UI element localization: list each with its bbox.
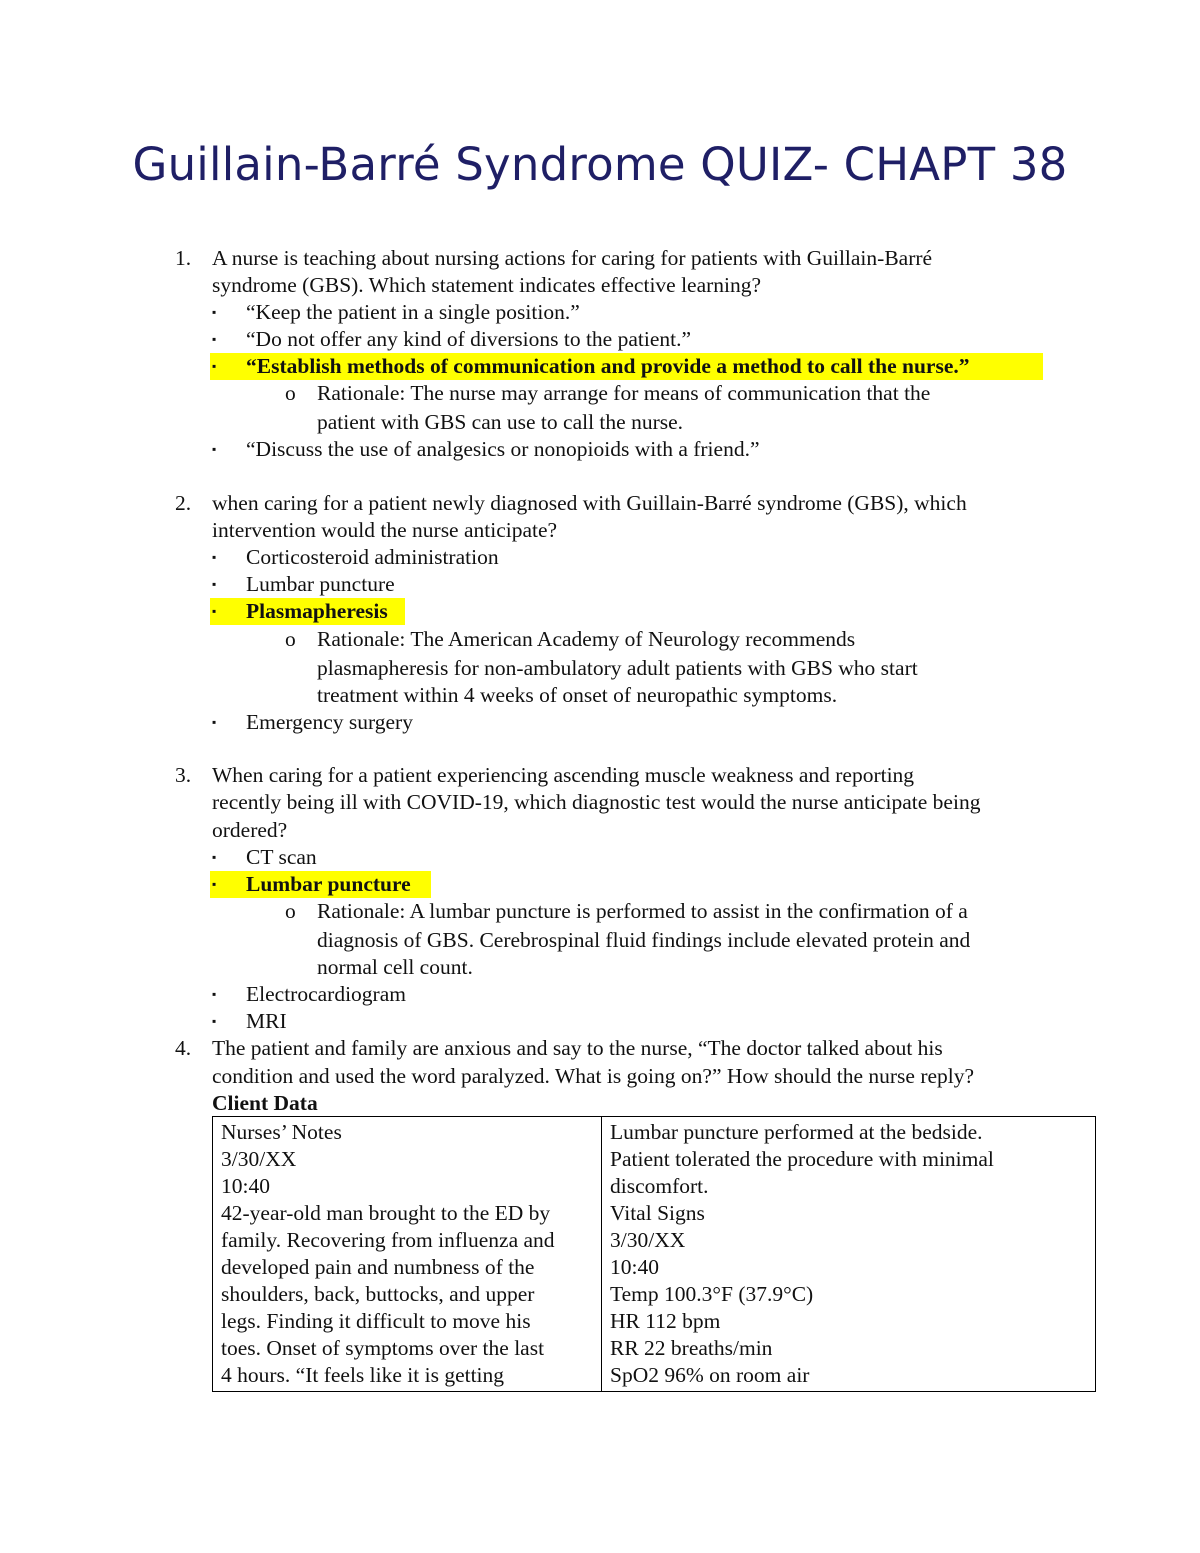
rationale-text: Rationale: A lumbar puncture is performed to assist in the confirmation of a — [317, 899, 968, 923]
option-text: Lumbar puncture — [246, 572, 395, 596]
cell-line: 3/30/XX — [221, 1147, 297, 1171]
cell-line: Vital Signs — [610, 1201, 705, 1225]
bullet-icon: ▪ — [212, 1014, 217, 1028]
option-text: “Keep the patient in a single position.” — [246, 300, 580, 324]
question-text: recently being ill with COVID-19, which diagnostic test would the nurse anticipate being — [212, 790, 981, 814]
bullet-icon: ▪ — [212, 987, 217, 1001]
question-text: when caring for a patient newly diagnosed with Guillain-Barré syndrome (GBS), which — [212, 491, 967, 515]
question-text: condition and used the word paralyzed. What is going on?” How should the nurse reply? — [212, 1064, 975, 1088]
option-text: Emergency surgery — [246, 710, 413, 734]
question-text: syndrome (GBS). Which statement indicates effective learning? — [212, 273, 762, 297]
sub-bullet-icon: o — [285, 381, 296, 405]
cell-line: shoulders, back, buttocks, and upper — [221, 1282, 535, 1306]
rationale-text: diagnosis of GBS. Cerebrospinal fluid findings include elevated protein and — [317, 928, 971, 952]
nurses-notes-cell — [213, 1117, 602, 1392]
question-number: 1. — [175, 246, 192, 270]
cell-line: 10:40 — [610, 1255, 659, 1279]
cell-line: Temp 100.3°F (37.9°C) — [610, 1282, 814, 1306]
correct-answer-text: Plasmapheresis — [246, 599, 388, 623]
rationale-text: treatment within 4 weeks of onset of neuropathic symptoms. — [317, 683, 838, 707]
bullet-icon: ▪ — [212, 550, 217, 564]
rationale-text: Rationale: The American Academy of Neurology recommends — [317, 627, 856, 651]
option-text: MRI — [246, 1009, 287, 1033]
procedure-vitals-cell — [602, 1117, 1096, 1392]
bullet-icon: ▪ — [212, 850, 217, 864]
question-text: ordered? — [212, 818, 288, 842]
question-number: 2. — [175, 491, 192, 515]
bullet-icon: ▪ — [212, 359, 217, 373]
bullet-icon: ▪ — [212, 604, 217, 618]
cell-line: 10:40 — [221, 1174, 270, 1198]
rationale-text: normal cell count. — [317, 955, 473, 979]
cell-line: Nurses’ Notes — [221, 1120, 342, 1144]
cell-line: family. Recovering from influenza and — [221, 1228, 555, 1252]
cell-line: RR 22 breaths/min — [610, 1336, 773, 1360]
bullet-icon: ▪ — [212, 877, 217, 891]
bullet-icon: ▪ — [212, 332, 217, 346]
question-number: 4. — [175, 1036, 192, 1060]
cell-line: HR 112 bpm — [610, 1309, 721, 1333]
rationale-text: Rationale: The nurse may arrange for means of communication that the — [317, 381, 931, 405]
rationale-text: plasmapheresis for non-ambulatory adult patients with GBS who start — [317, 656, 918, 680]
correct-answer-text: “Establish methods of communication and provide a method to call the nurse.” — [246, 354, 970, 378]
page-title: Guillain-Barré Syndrome QUIZ- CHAPT 38 — [132, 138, 1068, 191]
question-text: The patient and family are anxious and say to the nurse, “The doctor talked about his — [212, 1036, 943, 1060]
cell-line: developed pain and numbness of the — [221, 1255, 535, 1279]
cell-line: discomfort. — [610, 1174, 709, 1198]
rationale-text: patient with GBS can use to call the nurse. — [317, 410, 684, 434]
bullet-icon: ▪ — [212, 305, 217, 319]
option-text: Corticosteroid administration — [246, 545, 499, 569]
cell-line: SpO2 96% on room air — [610, 1363, 810, 1387]
sub-bullet-icon: o — [285, 899, 296, 923]
option-text: “Do not offer any kind of diversions to the patient.” — [246, 327, 692, 351]
correct-answer-text: Lumbar puncture — [246, 872, 411, 896]
option-text: “Discuss the use of analgesics or nonopioids with a friend.” — [246, 437, 760, 461]
question-text: When caring for a patient experiencing ascending muscle weakness and reporting — [212, 763, 915, 787]
bullet-icon: ▪ — [212, 577, 217, 591]
client-data-table — [212, 1116, 1096, 1392]
cell-line: Patient tolerated the procedure with minimal — [610, 1147, 994, 1171]
cell-line: 3/30/XX — [610, 1228, 686, 1252]
bullet-icon: ▪ — [212, 715, 217, 729]
table-row — [213, 1117, 1096, 1392]
question-number: 3. — [175, 763, 192, 787]
cell-line: legs. Finding it difficult to move his — [221, 1309, 531, 1333]
cell-line: toes. Onset of symptoms over the last — [221, 1336, 545, 1360]
option-text: Electrocardiogram — [246, 982, 406, 1006]
question-text: intervention would the nurse anticipate? — [212, 518, 558, 542]
question-text: A nurse is teaching about nursing actions for caring for patients with Guillain-Barré — [212, 246, 933, 270]
sub-bullet-icon: o — [285, 627, 296, 651]
cell-line: 42-year-old man brought to the ED by — [221, 1201, 551, 1225]
cell-line: Lumbar puncture performed at the bedside. — [610, 1120, 983, 1144]
bullet-icon: ▪ — [212, 442, 217, 456]
cell-line: 4 hours. “It feels like it is getting — [221, 1363, 505, 1387]
option-text: CT scan — [246, 845, 317, 869]
client-data-label: Client Data — [212, 1091, 318, 1115]
